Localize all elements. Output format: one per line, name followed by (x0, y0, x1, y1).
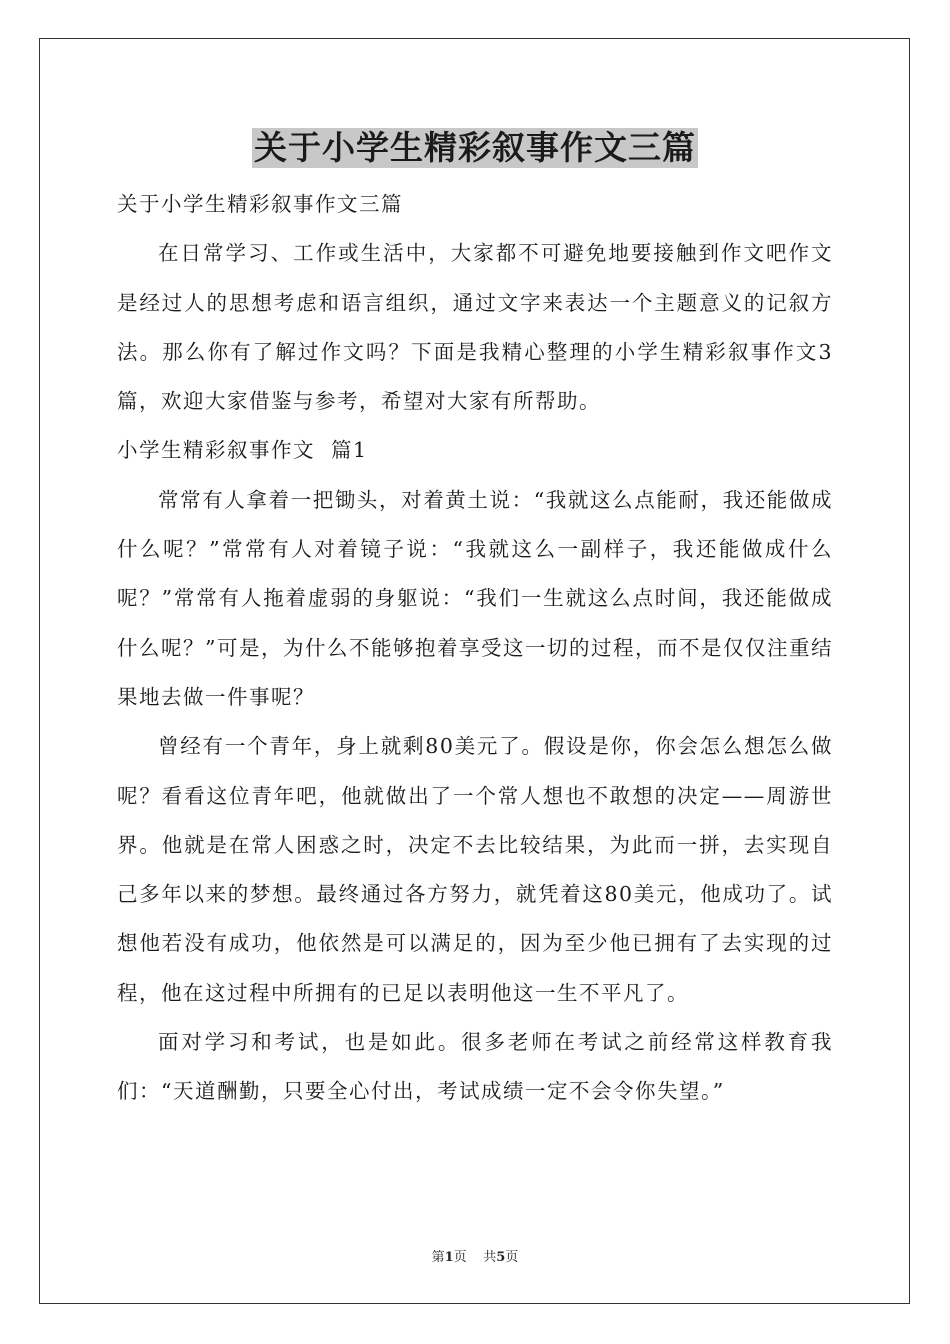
footer-total-prefix: 共 (483, 1250, 497, 1265)
footer-total-pages: 5 (496, 1250, 506, 1265)
paragraph-body-2: 曾经有一个青年，身上就剩80美元了。假设是你，你会怎么想怎么做呢？看看这位青年吧，他就做出了一个常人想也不敢想的决定——周游世界。他就是在常人困惑之时，决定不去比较结果，为此而一拼，去实现自己多年以来的梦想。最终通过各方努力，就凭着这80美元，他成功了。试想他若没有成功，他依然是可以满足的，因为至少他已拥有了去实现的过程，他在这过程中所拥有的已足以表明他这一生不平凡了。 (117, 734, 833, 1005)
document-body (117, 180, 833, 1117)
section-heading: 小学生精彩叙事作文 篇1 (117, 438, 368, 463)
footer-page-number: 1 (444, 1250, 454, 1265)
paragraph-subtitle: 关于小学生精彩叙事作文三篇 (117, 192, 403, 216)
page-footer (0, 1249, 950, 1267)
footer-total-suffix: 页 (505, 1250, 519, 1265)
footer-prefix: 第 (431, 1250, 445, 1265)
footer-page-suffix: 页 (453, 1250, 467, 1265)
paragraph-body-3: 面对学习和考试，也是如此。很多老师在考试之前经常这样教育我们：“天道酬勤，只要全心付出，考试成绩一定不会令你失望。” (117, 1030, 833, 1104)
paragraph-intro: 在日常学习、工作或生活中，大家都不可避免地要接触到作文吧作文是经过人的思想考虑和语言组织，通过文字来表达一个主题意义的记叙方法。那么你有了解过作文吗？下面是我精心整理的小学生精彩叙事作文3篇，欢迎大家借鉴与参考，希望对大家有所帮助。 (117, 241, 833, 414)
title-block (0, 128, 950, 168)
paragraph-body-1: 常常有人拿着一把锄头，对着黄土说：“我就这么点能耐，我还能做成什么呢？”常常有人对着镜子说：“我就这么一副样子，我还能做成什么呢？”常常有人拖着虚弱的身躯说：“我们一生就这么点时间，我还能做成什么呢？”可是，为什么不能够抱着享受这一切的过程，而不是仅仅注重结果地去做一件事呢？ (117, 487, 833, 709)
document-title: 关于小学生精彩叙事作文三篇 (254, 128, 696, 167)
